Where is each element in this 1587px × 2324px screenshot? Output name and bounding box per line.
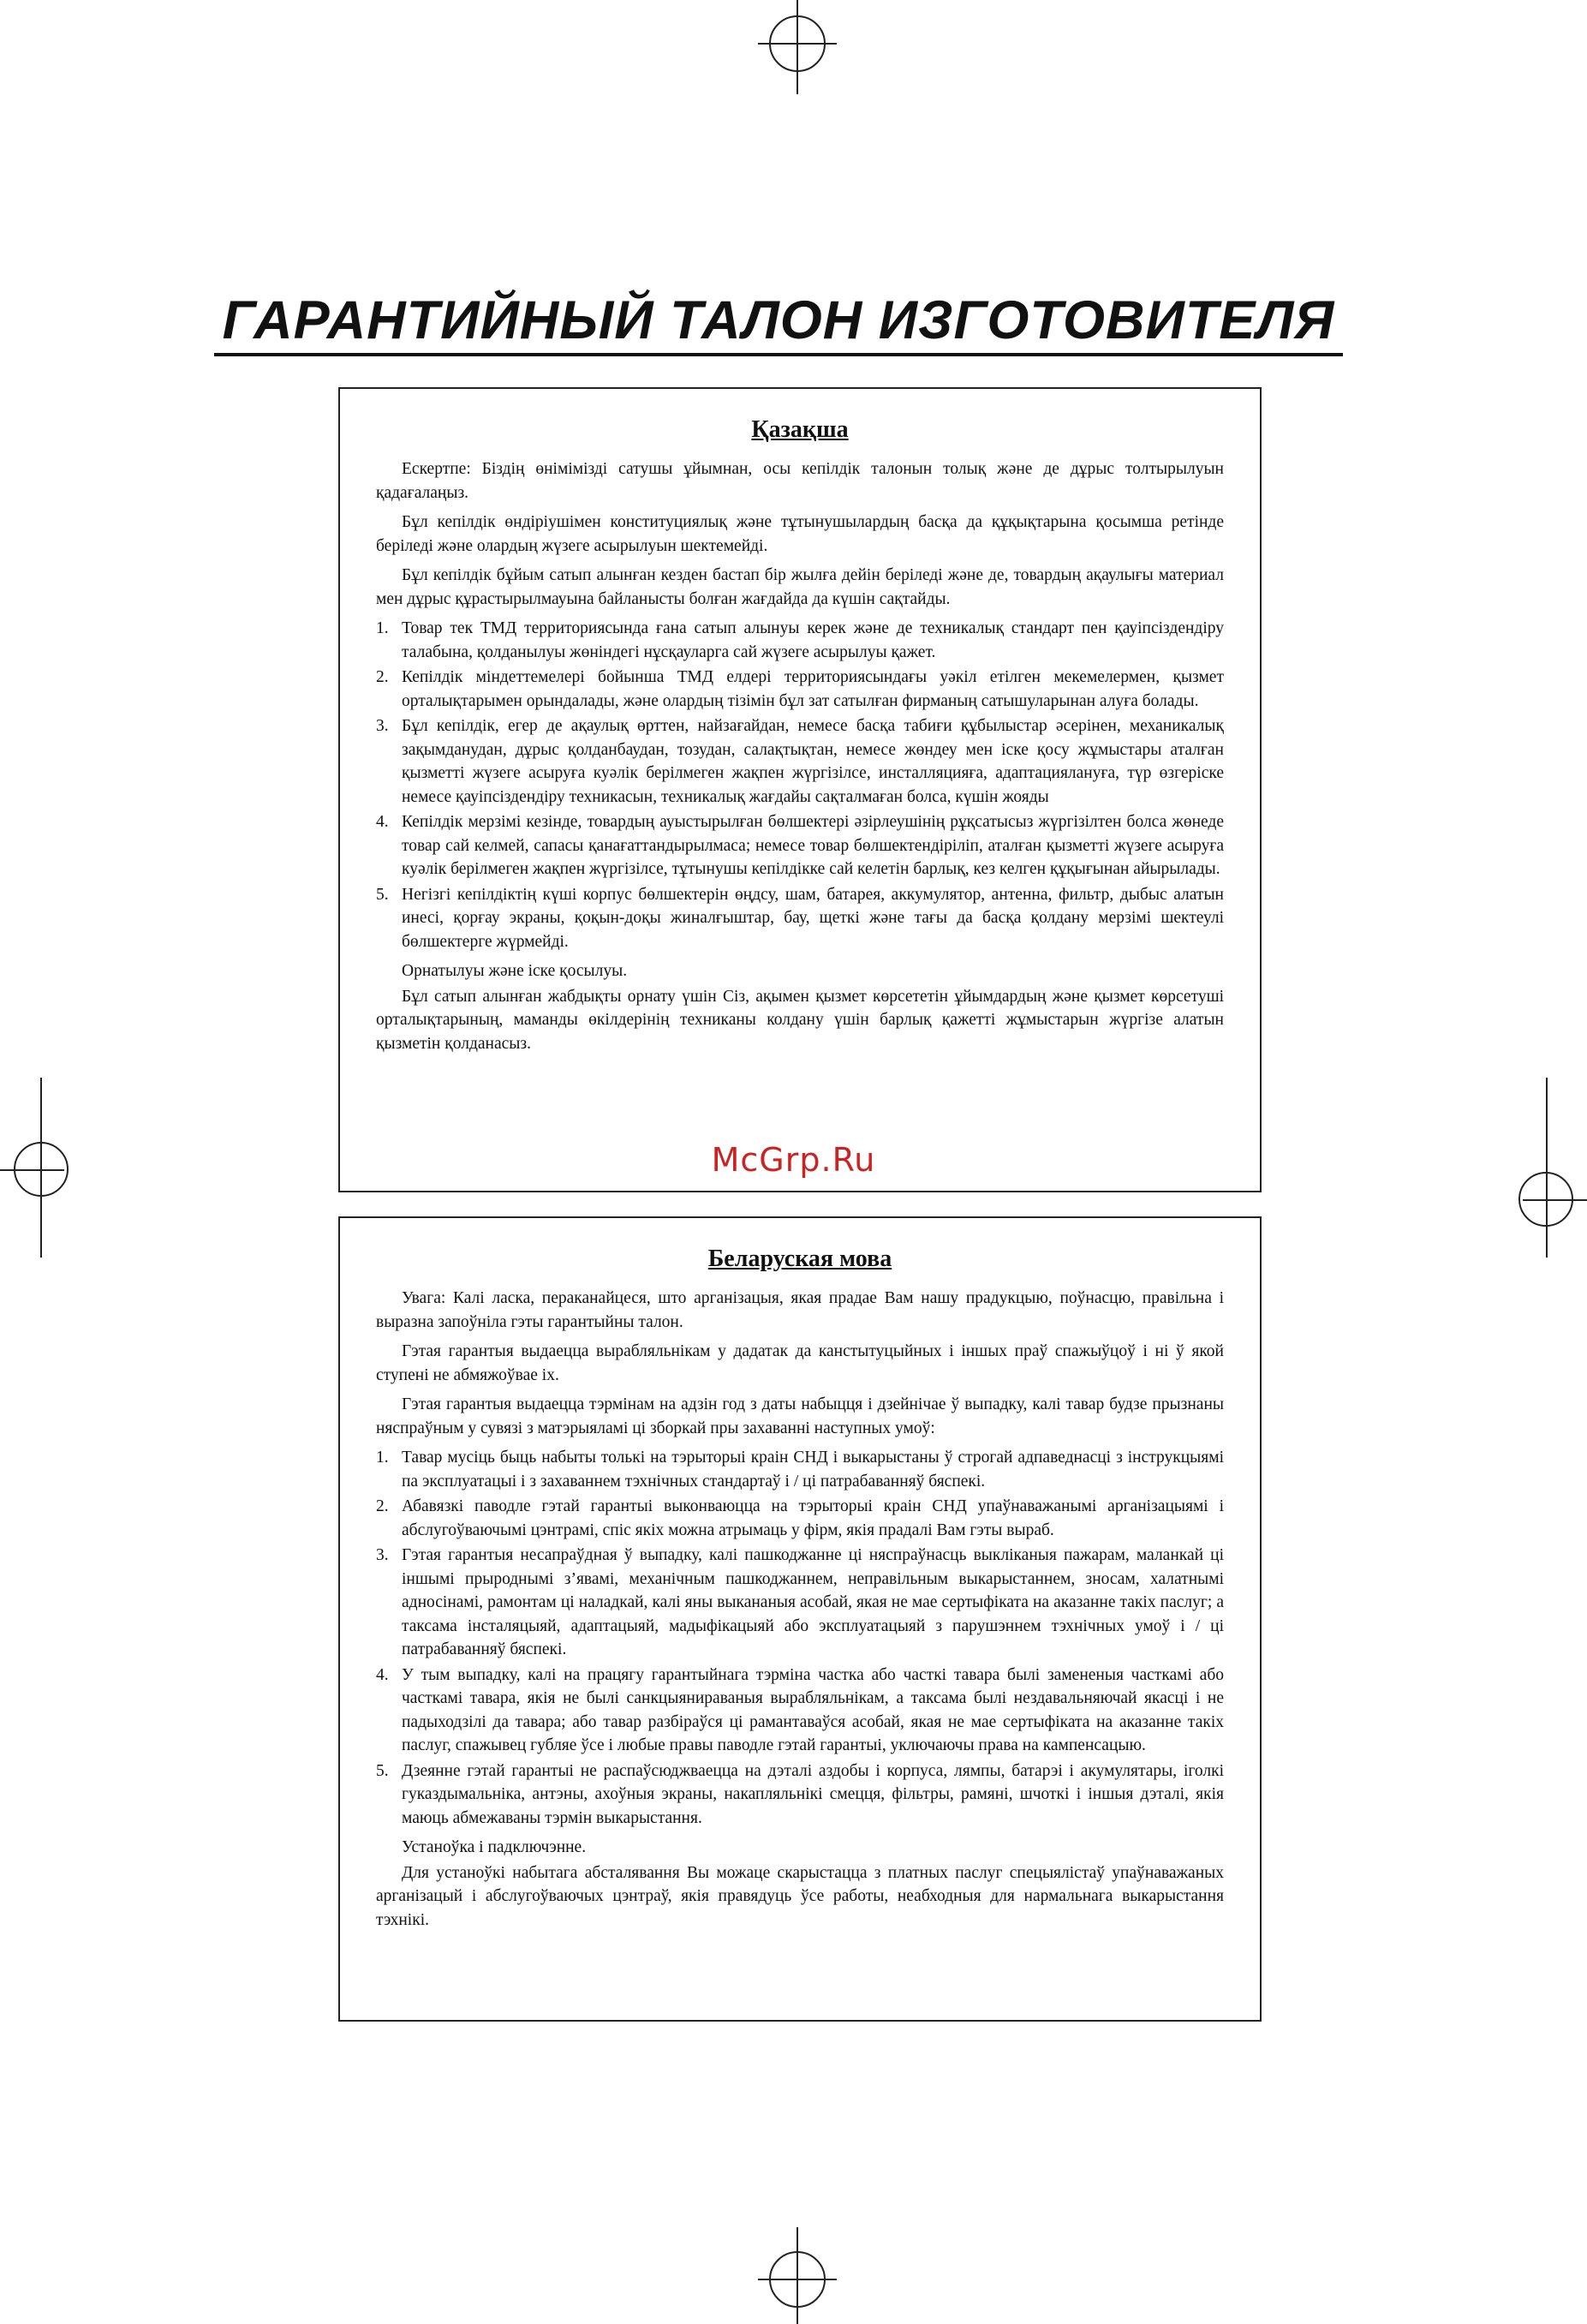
- belarusian-conditions-list: [376, 1446, 1224, 1830]
- belarusian-heading: Беларуская мова: [707, 1246, 892, 1272]
- belarusian-install-text: Для устаноўкі набытага абсталявання Вы можаце скарыстацца з платных паслуг спецыялістаў упаўнаважаных арганізацый і абслугоўваючых цэнтраў, якія правядуць ўсе работы, неабходныя для нармальнага выкарыстання тэхнікі.: [376, 1863, 1224, 1929]
- item-text: Товар тек ТМД территориясында ғана сатып алынуы керек және де техникалық стандарт пен қауіпсіздендіру талабына, қолданылуы жөніндегі нұсқауларга сай жүзеге асырылуы қажет.: [402, 619, 1224, 661]
- item-text: Дзеянне гэтай гарантыі не распаўсюджваецца на дэталі аздобы і корпуса, лямпы, батарэі і акумулятары, іголкі гуказдымальніка, антэны, ахоўныя экраны, накапляльнікі смецця, фільтры, рамяні, шчоткі і іншыя дэталі, якія маюць абмежаваны тэрмін выкарыстання.: [402, 1761, 1224, 1827]
- kazakh-install-text: Бұл сатып алынған жабдықты орнату үшін Сіз, ақымен қызмет көрсететін ұйымдардың және қызмет көрсетуші орталықтарының, маманды өкілдерінің техниканы колдану үшін барлық қажетті жұмыстарын жүргізе алатын қызметін қолданасыз.: [376, 987, 1224, 1053]
- page-title: ГАРАНТИЙНЫЙ ТАЛОН ИЗГОТОВИТЕЛЯ: [214, 288, 1343, 356]
- belarusian-paragraph: Гэтая гарантыя выдаецца тэрмінам на адзін год з даты набыцця і дзейнічае ў выпадку, калі тавар будзе прызнаны няспраўным у сувязі з матэрыяламі ці зборкай пры захаванні наступных умоў:: [376, 1395, 1224, 1437]
- list-item: [376, 617, 1224, 664]
- item-number: 2.: [376, 668, 389, 686]
- item-number: 1.: [376, 619, 389, 637]
- list-item: [376, 1446, 1224, 1493]
- item-number: 4.: [376, 813, 389, 831]
- kazakh-heading: Қазақша: [751, 416, 849, 443]
- list-item: [376, 883, 1224, 954]
- item-text: Гэтая гарантыя несапраўдная ў выпадку, калі пашкоджанне ці няспраўнасць выкліканыя пажарам, маланкай ці іншымі прыроднымі з’явамі, механічным пашкоджаннем, неправільным выкарыстаннем, зносам, халатнымі адносінамі, рамонтам ці наладкай, калі яны выкананыя асобай, якая не мае сертыфіката на аказанне такіх паслуг; а таксама інсталяцыяй, адаптацыяй, мадыфікацыяй або эксплуатацыяй з парушэннем тэхнічных умоў і / ці патрабаванняў бяспекі.: [402, 1546, 1224, 1658]
- item-number: 5.: [376, 885, 389, 904]
- belarusian-note: Увага: Калі ласка, пераканайцеся, што арганізацыя, якая прадае Вам нашу прадукцыю, поўнасцю, правільна і выразна запоўніла гэты гарантыйны талон.: [376, 1289, 1224, 1331]
- list-item: [376, 1664, 1224, 1758]
- list-item: [376, 666, 1224, 713]
- item-text: Кепілдік міндеттемелері бойынша ТМД елдері территориясындағы уәкіл етілген мекемелермен, қызмет орталықтарымен орындалады, және олардың тізімін бұл зат сатылған фирманың сатышуларынан алуға болады.: [402, 668, 1224, 710]
- item-text: Негізгі кепілдіктің күші корпус бөлшектерін өңдсу, шам, батарея, аккумулятор, антенна, фильтр, дыбыс алатын инесі, қорғау экраны, қоқын-доқы жиналғыштар, бау, щеткі және тағы да басқа қолдану мерзімі шектеулі бөлшектерге жүрмейді.: [402, 885, 1224, 951]
- item-text: Тавар мусіць быць набыты толькі на тэрыторыі краін СНД і выкарыстаны ў строгай адпаведнасці з інструкцыямі па эксплуатацыі і з захаваннем тэхнічных стандартаў і / ці патрабаванняў бяспекі.: [402, 1449, 1224, 1491]
- kazakh-note: Ескертпе: Біздің өнімімізді сатушы ұйымнан, осы кепілдік талонын толық және де дұрыс толтырылуын қадағалаңыз.: [376, 460, 1224, 502]
- item-number: 5.: [376, 1761, 389, 1780]
- item-number: 4.: [376, 1665, 389, 1684]
- kazakh-section: [338, 387, 1262, 1192]
- item-number: 3.: [376, 717, 389, 735]
- item-number: 3.: [376, 1546, 389, 1564]
- kazakh-paragraph: Бұл кепілдік бұйым сатып алынған кезден бастап бір жылға дейін беріледі және де, товардың ақаулығы материал мен дұрыс құрастырылмауына байланысты болған жағдайда да күшін сақтайды.: [376, 566, 1224, 608]
- item-number: 2.: [376, 1497, 389, 1515]
- list-item: [376, 714, 1224, 809]
- item-text: Бұл кепілдік, егер де ақаулық өрттен, найзағайдан, немесе басқа табиғи құбылыстар әсерінен, механикалық зақымданудан, дұрыс қолданбаудан, тозудан, салақтықтан, немесе жөндеу мен іске қосу жұмыстары аталған қызметті жүзеге асыруға куәлік берілмеген жақпен жүргізілсе, инсталляцияға, адаптациялануға, түр өзгеріске немесе қауіпсіздендіру техникасын, техникалық жағдайы сақталмаған болса, күшін жояды: [402, 717, 1224, 806]
- kazakh-install-heading: Орнатылуы және іске қосылуы.: [402, 962, 628, 980]
- watermark-text: McGrp.Ru: [711, 1141, 876, 1179]
- list-item: [376, 1544, 1224, 1662]
- item-number: 1.: [376, 1449, 389, 1467]
- kazakh-conditions-list: [376, 617, 1224, 953]
- list-item: [376, 1495, 1224, 1542]
- belarusian-install-heading: Устаноўка і падключэнне.: [402, 1838, 587, 1856]
- belarusian-section: [338, 1216, 1262, 2022]
- item-text: Абавязкі паводле гэтай гарантыі выконваюцца на тэрыторыі краін СНД упаўнаважанымі арганізацыямі і абслугоўваючымі цэнтрамі, спіс якіх можна атрымаць у фірм, якія прадалі Вам гэты выраб.: [402, 1497, 1224, 1539]
- item-text: У тым выпадку, калі на працягу гарантыйнага тэрміна частка або часткі тавара былі замененыя часткамі або часткамі тавара, якія не былі санкцыянираваныя вырабляльнікам, а таксама былі нездавальняючай якасці і не падыходзілі да тавара; або тавар разбіраўся ці рамантаваўся асобай, якая не мае сертыфіката на аказанне такіх паслуг, спажывец губляе ўсе і любые правы паводле гэтай гарантыі, уключаючы права на кампенсацыю.: [402, 1665, 1224, 1754]
- list-item: [376, 1759, 1224, 1831]
- belarusian-paragraph: Гэтая гарантыя выдаецца вырабляльнікам у дадатак да канстытуцыйных і іншых праў спажыўцоў і ні ў якой ступені не абмяжоўвае іх.: [376, 1342, 1224, 1384]
- list-item: [376, 810, 1224, 881]
- kazakh-paragraph: Бұл кепілдік өндіріушімен конституциялық және тұтынушылардың басқа да құқықтарына қосымша ретінде беріледі және олардың жүзеге асырылуын шектемейді.: [376, 513, 1224, 555]
- item-text: Кепілдік мерзімі кезінде, товардың ауыстырылған бөлшектері әзірлеушінің рұқсатысыз жүргізілтен болса жөнеде товар сай келмей, сапасы қанағаттандырылмаса; немесе товар бөлшектендіріліп, аталған қызметті жүзеге асыруға куәлік берілмеген жақпен жүргізілсе, тұтынушы кепілдікке сай келетін барлық, кез келген құқығынан айырылады.: [402, 813, 1224, 878]
